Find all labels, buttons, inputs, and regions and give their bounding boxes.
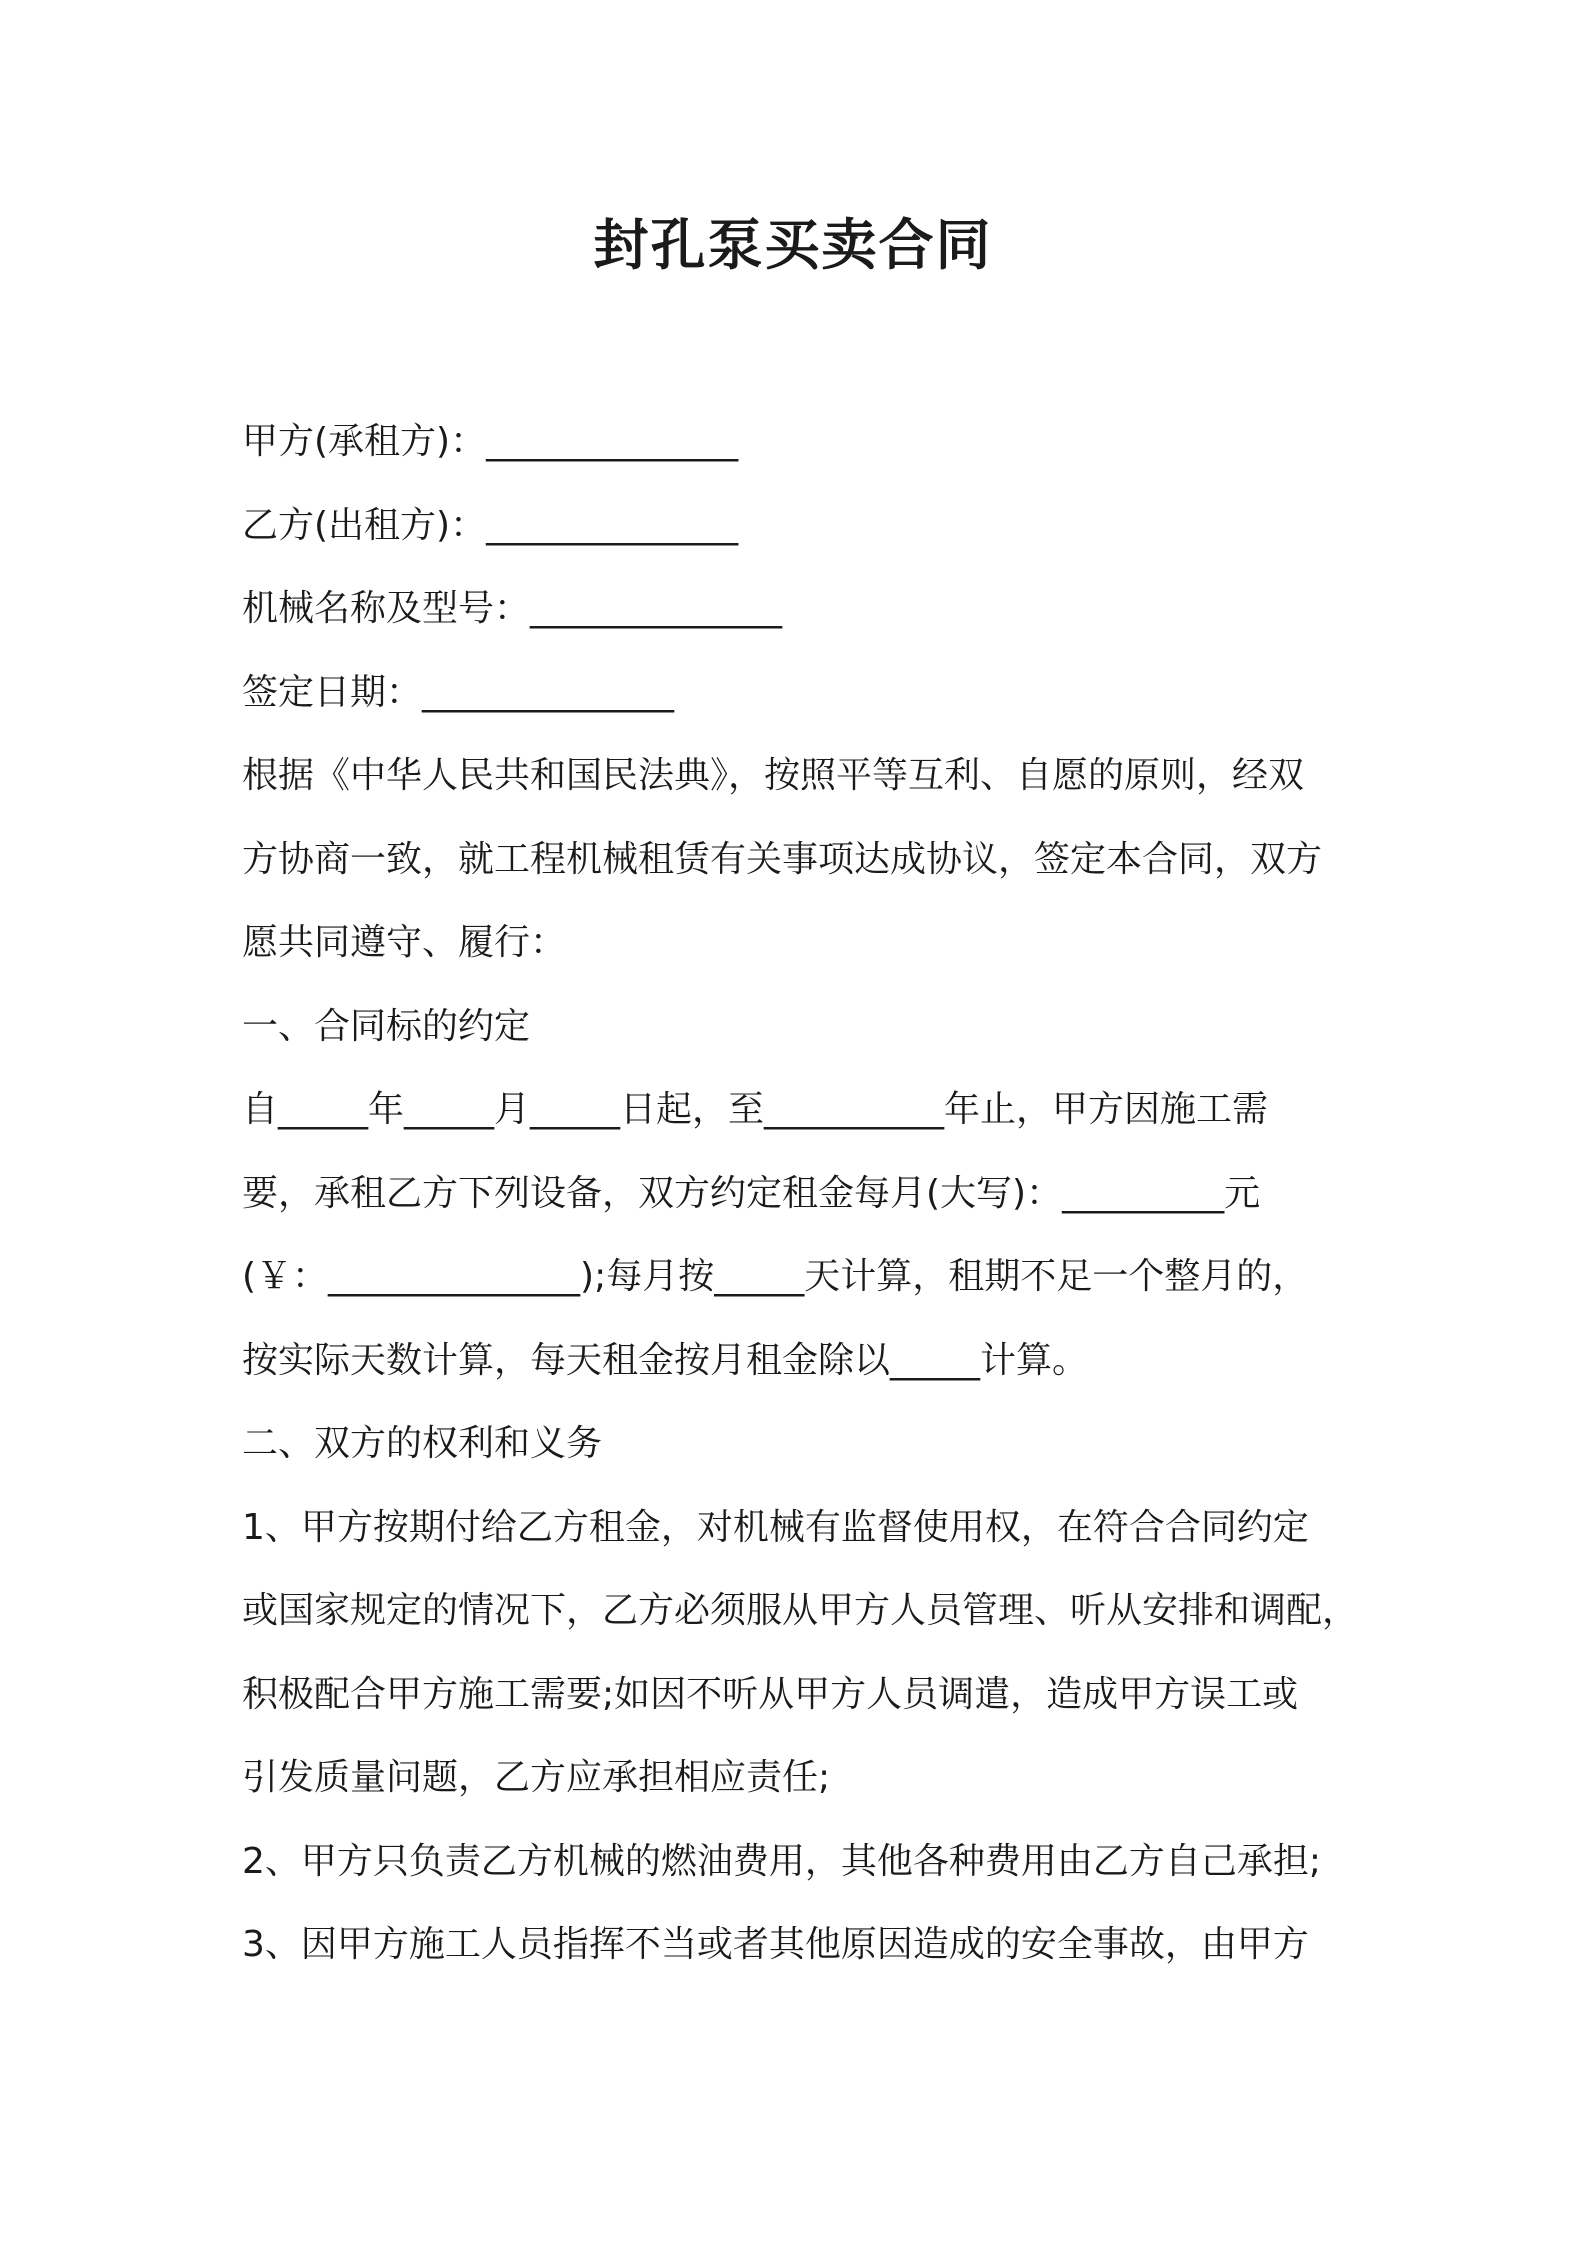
clause-3-paragraph — [242, 1903, 1352, 1987]
section-1-heading: 一、合同标的约定 — [242, 1005, 531, 1047]
party-b-field: 乙方(出租方)：______________ — [242, 504, 739, 546]
section-1-line: 按实际天数计算，每天租金按月租金除以_____计算。 — [242, 1339, 1089, 1381]
section-1-line: 自_____年_____月_____日起，至__________年止，甲方因施工需 — [242, 1089, 1269, 1130]
document-title: 封孔泵买卖合同 — [593, 213, 993, 277]
clause-1-paragraph — [242, 1486, 1359, 1820]
signing-date-field: 签定日期：______________ — [242, 671, 675, 713]
section-1-line: (￥：______________);每月按_____天计算，租期不足一个整月的， — [242, 1256, 1309, 1297]
intro-line: 根据《中华人民共和国民法典》，按照平等互利、自愿的原则，经双 — [242, 755, 1305, 796]
intro-paragraph — [242, 734, 1352, 985]
clause-2-line: 2、甲方只负责乙方机械的燃油费用，其他各种费用由乙方自己承担; — [242, 1840, 1322, 1882]
header-fields — [242, 400, 1352, 734]
intro-line: 愿共同遵守、履行： — [242, 922, 567, 963]
clause-1-line: 积极配合甲方施工需要;如因不听从甲方人员调遣，造成甲方误工或 — [242, 1673, 1299, 1715]
section-2-heading: 二、双方的权利和义务 — [242, 1423, 603, 1464]
clause-1-line: 引发质量问题，乙方应承担相应责任; — [242, 1757, 831, 1798]
clause-1-line: 或国家规定的情况下，乙方必须服从甲方人员管理、听从安排和调配， — [242, 1590, 1359, 1631]
clause-2-paragraph — [242, 1820, 1352, 1904]
party-a-field: 甲方(承租方)：______________ — [242, 421, 739, 462]
machine-name-field: 机械名称及型号：______________ — [242, 588, 783, 629]
section-1-paragraph — [242, 1068, 1352, 1402]
clause-3-line: 3、因甲方施工人员指挥不当或者其他原因造成的安全事故，由甲方 — [242, 1924, 1309, 1965]
section-1-line: 要，承租乙方下列设备，双方约定租金每月(大写)：_________元 — [242, 1172, 1261, 1214]
intro-line: 方协商一致，就工程机械租赁有关事项达成协议，签定本合同，双方 — [242, 838, 1323, 880]
clause-1-line: 1、甲方按期付给乙方租金，对机械有监督使用权，在符合合同约定 — [242, 1506, 1309, 1548]
document-body — [242, 400, 1359, 1987]
